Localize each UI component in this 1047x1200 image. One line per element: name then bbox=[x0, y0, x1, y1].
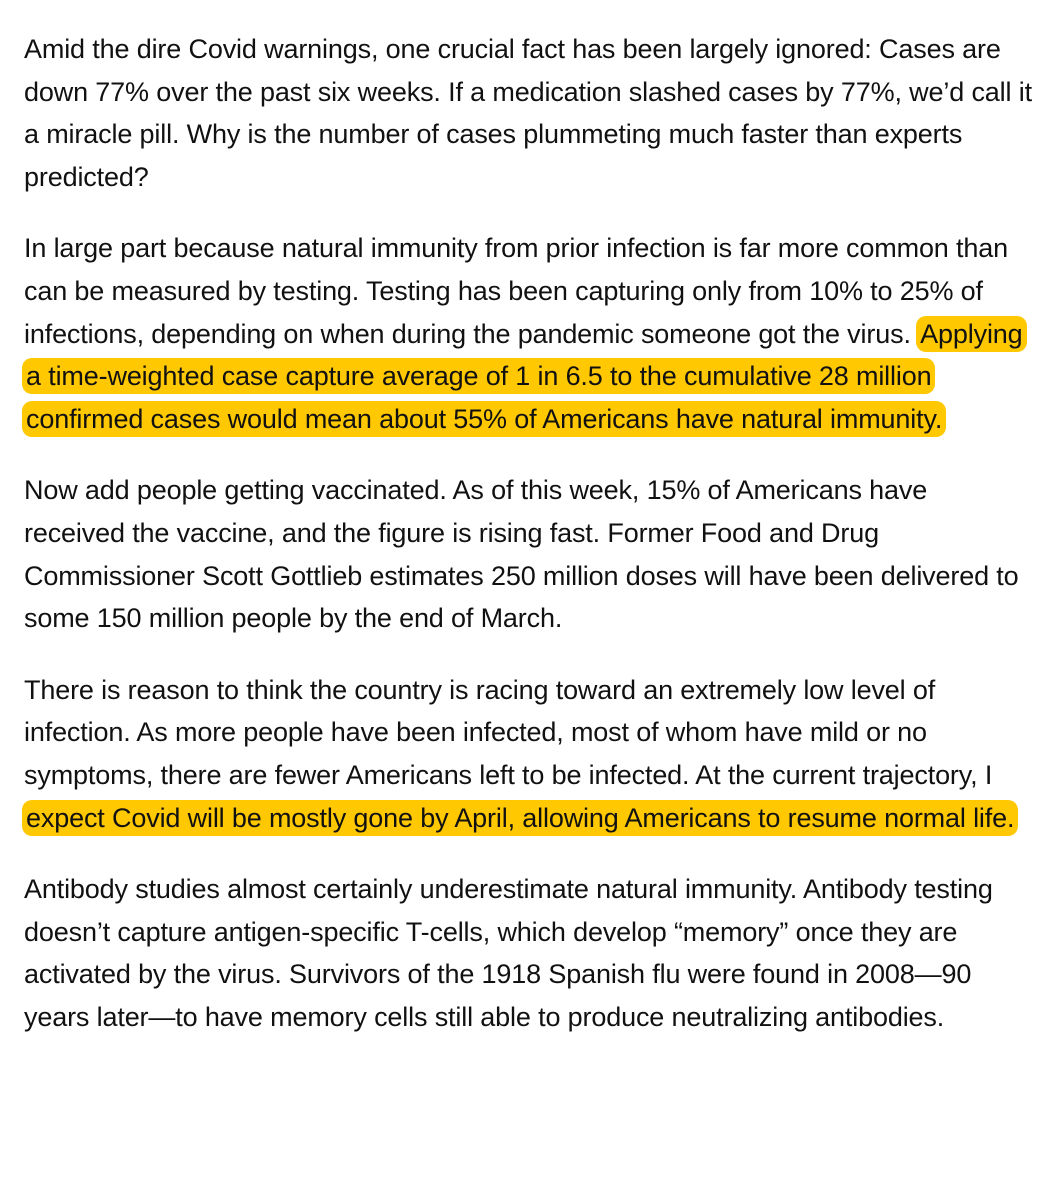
highlighted-passage: expect Covid will be mostly gone by April, allowing Americans to resume normal life. bbox=[22, 800, 1018, 836]
paragraph-vaccination bbox=[24, 469, 1034, 639]
paragraph-text: Now add people getting vaccinated. As of this week, 15% of Americans have received the vaccine, and the figure is rising fast. Former Food and Drug Commissioner Scott Gottlieb estimates 250 million doses will have been delivered to some 150 million people by the end of March. bbox=[24, 475, 1019, 634]
paragraph-case-decline bbox=[24, 28, 1034, 198]
paragraph-natural-immunity bbox=[24, 227, 1034, 440]
paragraph-antibody-studies bbox=[24, 868, 1034, 1038]
paragraph-text: In large part because natural immunity from prior infection is far more common than can be measured by testing. Testing has been capturing only from 10% to 25% of infections, depending on when during the pandemic someone got the virus. bbox=[24, 233, 1008, 349]
highlighted-passage: Applying a time-weighted case capture average of 1 in 6.5 to the cumulative 28 million confirmed cases would mean about 55% of Americans have natural immunity. bbox=[22, 316, 1027, 437]
paragraph-text: There is reason to think the country is racing toward an extremely low level of infection. As more people have been infected, most of whom have mild or no symptoms, there are fewer Americans left to be infected. At the current trajectory, I bbox=[24, 674, 993, 790]
paragraph-text: Antibody studies almost certainly underestimate natural immunity. Antibody testing doesn’t capture antigen-specific T-cells, which develop “memory” once they are activated by the virus. Survivors of the 1918 Spanish flu were found in 2008—90 years later—to have memory cells still able to produce neutralizing antibodies. bbox=[24, 874, 993, 1032]
article-body bbox=[24, 28, 1034, 1067]
paragraph-infection-outlook bbox=[24, 669, 1034, 839]
paragraph-text: Amid the dire Covid warnings, one crucial fact has been largely ignored: Cases are down 77% over the past six weeks. If a medication slashed cases by 77%, we’d call it a miracle pill. Why is the number of cases plummeting much faster than experts predicted? bbox=[24, 34, 1032, 192]
